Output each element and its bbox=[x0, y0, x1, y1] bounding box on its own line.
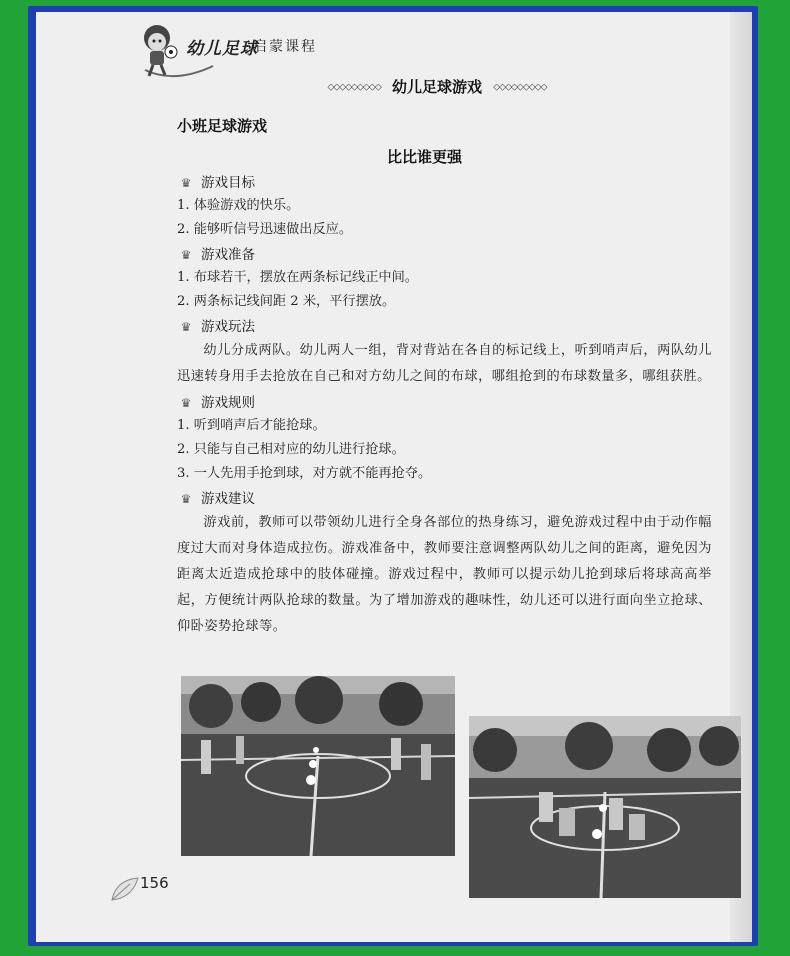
leaf-icon bbox=[110, 874, 140, 904]
section-banner-title: 幼儿足球游戏 bbox=[391, 78, 482, 96]
play-paragraph: 幼儿分成两队。幼儿两人一组，背对背站在各自的标记线上，听到哨声后，两队幼儿迅速转身用手去抢放在自己和对方幼儿之间的布球，哪组抢到的布球数量多，哪组获胜。 bbox=[177, 343, 712, 384]
section-heading-prep bbox=[177, 244, 712, 266]
game-title: 比比谁更强 bbox=[387, 148, 463, 166]
section-heading-advice bbox=[177, 488, 712, 510]
heading-label: 游戏玩法 bbox=[201, 319, 255, 335]
list-item: 1. 体验游戏的快乐。 bbox=[177, 198, 300, 213]
banner-deco-left: ◇◇◇◇◇◇◇◇◇ bbox=[327, 82, 381, 93]
list-item: 1. 布球若干，摆放在两条标记线正中间。 bbox=[177, 270, 418, 285]
section-banner bbox=[292, 76, 582, 97]
trophy-icon: ♛ bbox=[180, 176, 192, 190]
banner-deco-right: ◇◇◇◇◇◇◇◇◇ bbox=[493, 82, 547, 93]
heading-label: 游戏目标 bbox=[201, 175, 255, 191]
section-heading-goal bbox=[177, 172, 712, 194]
trophy-icon: ♛ bbox=[180, 396, 192, 410]
brand-title: 幼儿足球 bbox=[186, 39, 258, 59]
trophy-icon: ♛ bbox=[180, 320, 192, 334]
content-body bbox=[177, 170, 712, 640]
list-item: 3. 一人先用手抢到球，对方就不能再抢夺。 bbox=[177, 466, 432, 481]
photo-right bbox=[469, 716, 741, 898]
advice-paragraph: 游戏前，教师可以带领幼儿进行全身各部位的热身练习，避免游戏过程中由于动作幅度过大而对身体造成拉伤。游戏准备中，教师要注意调整两队幼儿之间的距离，避免因为距离太近造成抢球中的肢体碰撞。游戏过程中，教师可以提示幼儿抢到球后将球高高举起，方便统计两队抢球的数量。为了增加游戏的趣味性，幼儿还可以进行面向坐立抢球、仰卧姿势抢球等。 bbox=[177, 515, 712, 634]
class-title: 小班足球游戏 bbox=[177, 117, 268, 135]
heading-label: 游戏准备 bbox=[201, 247, 255, 263]
brand-subtitle: 启蒙课程 bbox=[253, 39, 317, 55]
trophy-icon: ♛ bbox=[180, 248, 192, 262]
heading-label: 游戏规则 bbox=[201, 395, 255, 411]
heading-label: 游戏建议 bbox=[201, 491, 255, 507]
list-item: 2. 两条标记线间距 2 米，平行摆放。 bbox=[177, 294, 396, 309]
photo-left bbox=[181, 676, 455, 856]
trophy-icon: ♛ bbox=[180, 492, 192, 506]
list-item: 2. 能够听信号迅速做出反应。 bbox=[177, 222, 353, 237]
section-heading-rules bbox=[177, 392, 712, 414]
list-item: 2. 只能与自己相对应的幼儿进行抢球。 bbox=[177, 442, 405, 457]
page-number: 156 bbox=[140, 874, 169, 892]
list-item: 1. 听到哨声后才能抢球。 bbox=[177, 418, 326, 433]
section-heading-play bbox=[177, 316, 712, 338]
